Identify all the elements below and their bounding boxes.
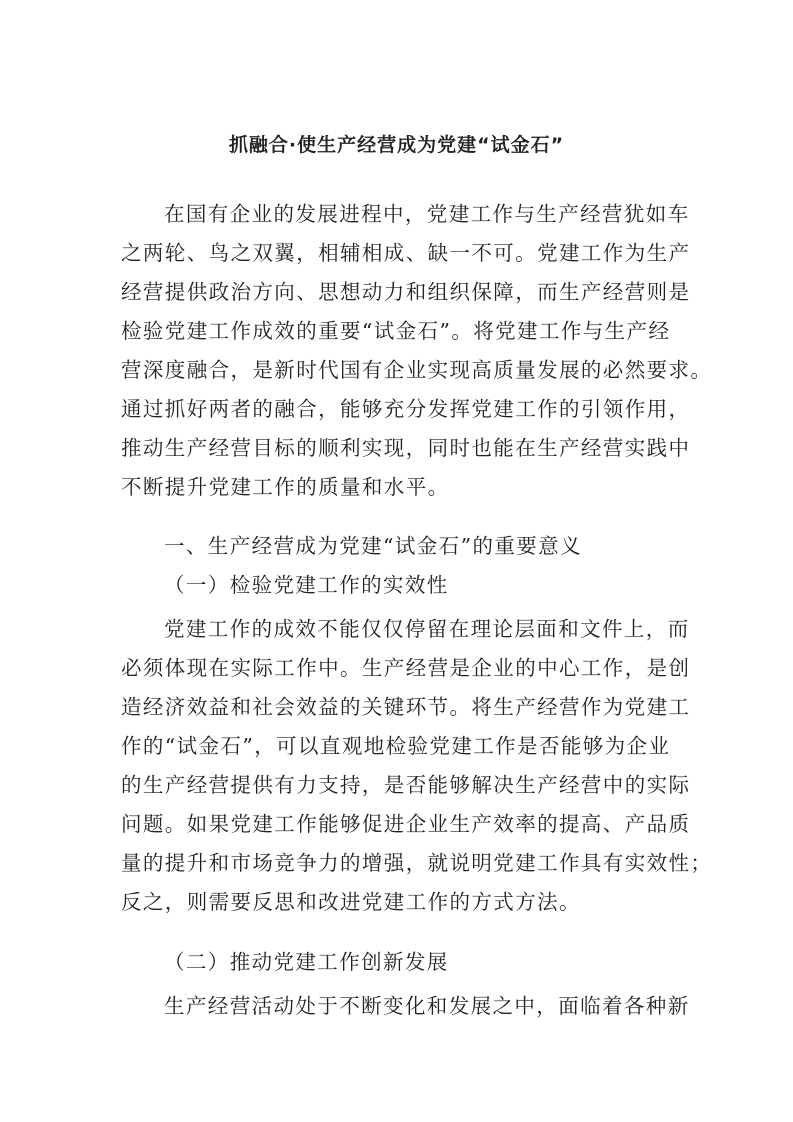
paragraph-line: 通过抓好两者的融合，能够充分发挥党建工作的引领作用， bbox=[121, 397, 691, 421]
paragraph-line: 造经济效益和社会效益的关键环节。将生产经营作为党建工 bbox=[121, 695, 691, 719]
paragraph-line: 的生产经营提供有力支持，是否能够解决生产经营中的实际 bbox=[121, 773, 691, 797]
paragraph-line: 生产经营活动处于不断变化和发展之中，面临着各种新 bbox=[164, 994, 690, 1018]
paragraph-line: 之两轮、鸟之双翼，相辅相成、缺一不可。党建工作为生产 bbox=[121, 241, 691, 265]
section-heading: 一、生产经营成为党建“试金石”的重要意义 bbox=[164, 534, 582, 558]
paragraph-line: 不断提升党建工作的质量和水平。 bbox=[121, 475, 450, 499]
paragraph-line: 作的“试金石”，可以直观地检验党建工作是否能够为企业 bbox=[121, 734, 671, 758]
paragraph-line: 问题。如果党建工作能够促进企业生产效率的提高、产品质 bbox=[121, 812, 691, 836]
paragraph-line: 反之，则需要反思和改进党建工作的方式方法。 bbox=[121, 890, 581, 914]
subsection-heading: （一）检验党建工作的实效性 bbox=[164, 573, 449, 597]
paragraph-line: 必须体现在实际工作中。生产经营是企业的中心工作，是创 bbox=[121, 656, 691, 680]
paragraph-line: 营深度融合，是新时代国有企业实现高质量发展的必然要求。 bbox=[121, 358, 713, 382]
paragraph-line: 经营提供政治方向、思想动力和组织保障，而生产经营则是 bbox=[121, 280, 691, 304]
paragraph-line: 量的提升和市场竞争力的增强，就说明党建工作具有实效性； bbox=[121, 851, 713, 875]
document-title: 抓融合·使生产经营成为党建“试金石” bbox=[228, 134, 565, 156]
paragraph-line: 检验党建工作成效的重要“试金石”。将党建工作与生产经 bbox=[121, 319, 671, 343]
paragraph-line: 党建工作的成效不能仅仅停留在理论层面和文件上，而 bbox=[164, 617, 690, 641]
paragraph-line: 推动生产经营目标的顺利实现，同时也能在生产经营实践中 bbox=[121, 436, 691, 460]
paragraph-line: 在国有企业的发展进程中，党建工作与生产经营犹如车 bbox=[164, 202, 690, 226]
subsection-heading: （二）推动党建工作创新发展 bbox=[164, 950, 449, 974]
